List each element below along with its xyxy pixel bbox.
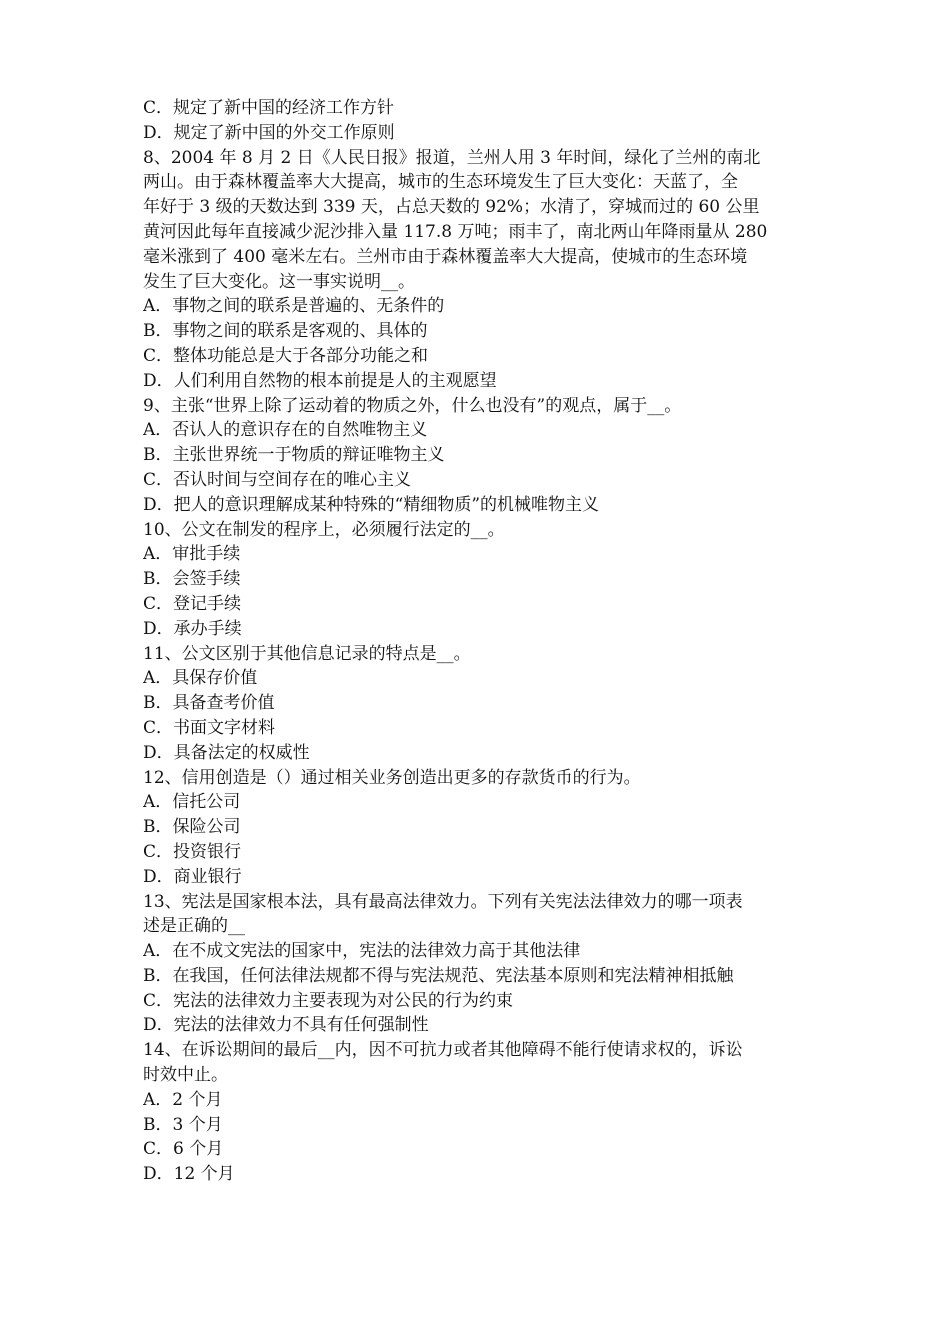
question-text-line: 9、主张“世界上除了运动着的物质之外，什么也没有”的观点，属于__。 <box>143 395 682 416</box>
option-line: B．主张世界统一于物质的辩证唯物主义 <box>143 445 445 466</box>
option-line: D．具备法定的权威性 <box>143 742 310 763</box>
option-line: A．事物之间的联系是普遍的、无条件的 <box>143 296 445 317</box>
option-line: C．6 个月 <box>143 1139 224 1160</box>
question-9 <box>143 394 815 518</box>
continued-options <box>143 96 815 146</box>
question-8 <box>143 146 815 394</box>
question-text-line: 年好于 3 级的天数达到 339 天，占总天数的 92%；水清了，穿城而过的 60 公里 <box>143 197 760 218</box>
option-line: B．保险公司 <box>143 817 241 838</box>
option-line: D．商业银行 <box>143 866 242 887</box>
option-line: D．规定了新中国的外交工作原则 <box>143 122 395 143</box>
option-line: A．2 个月 <box>143 1089 223 1110</box>
question-text-line: 10、公文在制发的程序上，必须履行法定的__。 <box>143 519 505 540</box>
question-12 <box>143 766 815 890</box>
option-line: C．宪法的法律效力主要表现为对公民的行为约束 <box>143 990 514 1011</box>
option-line: C．规定了新中国的经济工作方针 <box>143 98 395 118</box>
option-line: C．登记手续 <box>143 593 242 614</box>
document-page <box>143 96 815 1187</box>
question-text-line: 11、公文区别于其他信息记录的特点是__。 <box>143 643 471 664</box>
question-text-line: 发生了巨大变化。这一事实说明__。 <box>143 271 415 292</box>
option-line: D．12 个月 <box>143 1164 235 1185</box>
option-line: A．审批手续 <box>143 544 241 565</box>
question-11 <box>143 642 815 766</box>
option-line: A．信托公司 <box>143 792 241 813</box>
question-13 <box>143 890 815 1039</box>
question-text-line: 14、在诉讼期间的最后__内，因不可抗力或者其他障碍不能行使请求权的，诉讼 <box>143 1040 743 1061</box>
option-line: C．否认时间与空间存在的唯心主义 <box>143 469 412 490</box>
question-text-line: 黄河因此每年直接减少泥沙排入量 117.8 万吨；雨丰了，南北两山年降雨量从 280 <box>143 221 768 242</box>
question-10 <box>143 518 815 642</box>
option-line: B．在我国，任何法律法规都不得与宪法规范、宪法基本原则和宪法精神相抵触 <box>143 965 734 986</box>
option-line: B．事物之间的联系是客观的、具体的 <box>143 321 428 342</box>
option-line: B．具备查考价值 <box>143 693 275 714</box>
option-line: B．会签手续 <box>143 569 241 590</box>
option-line: D．宪法的法律效力不具有任何强制性 <box>143 1015 429 1036</box>
option-line: C．书面文字材料 <box>143 717 276 738</box>
option-line: C．整体功能总是大于各部分功能之和 <box>143 345 429 366</box>
question-text-line: 时效中止。 <box>143 1065 228 1086</box>
question-text-line: 13、宪法是国家根本法，具有最高法律效力。下列有关宪法法律效力的哪一项表 <box>143 891 743 912</box>
question-text-line: 12、信用创造是（）通过相关业务创造出更多的存款货币的行为。 <box>143 767 641 788</box>
option-line: B．3 个月 <box>143 1114 223 1135</box>
option-line: A．否认人的意识存在的自然唯物主义 <box>143 420 428 441</box>
question-text-line: 述是正确的__ <box>143 916 245 937</box>
question-text-line: 毫米涨到了 400 毫米左右。兰州市由于森林覆盖率大大提高，使城市的生态环境 <box>143 246 748 267</box>
question-text-line: 两山。由于森林覆盖率大大提高，城市的生态环境发生了巨大变化：天蓝了，全 <box>143 172 738 193</box>
option-line: D．人们利用自然物的根本前提是人的主观愿望 <box>143 370 497 391</box>
option-line: A．在不成文宪法的国家中，宪法的法律效力高于其他法律 <box>143 941 581 962</box>
option-line: A．具保存价值 <box>143 668 258 689</box>
option-line: D．承办手续 <box>143 618 242 639</box>
option-line: D．把人的意识理解成某种特殊的“精细物质”的机械唯物主义 <box>143 494 600 515</box>
question-text-line: 8、2004 年 8 月 2 日《人民日报》报道，兰州人用 3 年时间，绿化了兰州的南北 <box>143 147 761 168</box>
option-line: C．投资银行 <box>143 841 242 862</box>
question-14 <box>143 1038 815 1187</box>
